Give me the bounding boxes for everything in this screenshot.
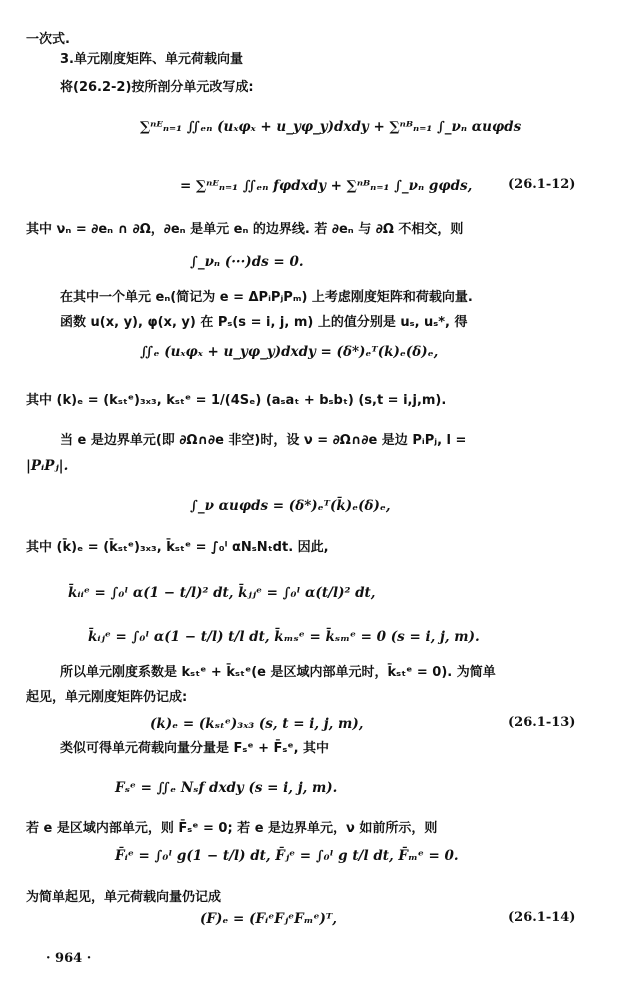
text-line: 起见，单元刚度矩阵仍记成: xyxy=(26,690,188,705)
equation: ∑ⁿᴱₙ₌₁ ∬ₑₙ (uₓφₓ + u_yφ_y)dxdy + ∑ⁿᴮₙ₌₁ ∫_νₙ αuφds xyxy=(140,119,522,135)
text-line: 一次式. xyxy=(26,32,70,47)
equation-number: (26.1-12) xyxy=(508,177,576,192)
text-line: 其中 (k)ₑ = (kₛₜᵉ)₃ₓ₃, kₛₜᵉ = 1/(4Sₑ) (aₛaₜ + bₛbₜ) (s,t = i,j,m). xyxy=(26,393,447,408)
equation: = ∑ⁿᴱₙ₌₁ ∬ₑₙ fφdxdy + ∑ⁿᴮₙ₌₁ ∫_νₙ gφds, xyxy=(180,178,473,194)
equation: k̄ᵢᵢᵉ = ∫₀ˡ α(1 − t/l)² dt, k̄ⱼⱼᵉ = ∫₀ˡ α(t/l)² dt, xyxy=(68,585,376,601)
equation: ∬ₑ (uₓφₓ + u_yφ_y)dxdy = (δ*)ₑᵀ(k)ₑ(δ)ₑ, xyxy=(140,344,439,360)
text-line: 类似可得单元荷载向量分量是 Fₛᵉ + F̄ₛᵉ, 其中 xyxy=(60,741,330,756)
equation-number: (26.1-13) xyxy=(508,715,576,730)
text-line: 为简单起见，单元荷载向量仍记成 xyxy=(26,890,222,905)
equation: (F)ₑ = (FᵢᵉFⱼᵉFₘᵉ)ᵀ, xyxy=(200,911,337,927)
equation: (k)ₑ = (kₛₜᵉ)₃ₓ₃ (s, t = i, j, m), xyxy=(150,716,364,732)
equation: ∫_ν αuφds = (δ*)ₑᵀ(k̄)ₑ(δ)ₑ, xyxy=(190,498,391,514)
equation: F̄ᵢᵉ = ∫₀ˡ g(1 − t/l) dt, F̄ⱼᵉ = ∫₀ˡ g t/l dt, F̄ₘᵉ = 0. xyxy=(115,848,459,864)
text-line: 在其中一个单元 eₙ(简记为 e = ΔPᵢPⱼPₘ) 上考虑刚度矩阵和荷载向量. xyxy=(60,290,473,305)
text-line: |PᵢPⱼ|. xyxy=(26,458,69,474)
text-line: 其中 νₙ = ∂eₙ ∩ ∂Ω，∂eₙ 是单元 eₙ 的边界线. 若 ∂eₙ 与 ∂Ω 不相交，则 xyxy=(26,222,464,237)
equation: ∫_νₙ (···)ds = 0. xyxy=(190,254,304,270)
text-line: 所以单元刚度系数是 kₛₜᵉ + k̄ₛₜᵉ(e 是区域内部单元时，k̄ₛₜᵉ = 0). 为简单 xyxy=(60,665,496,680)
equation: k̄ᵢⱼᵉ = ∫₀ˡ α(1 − t/l) t/l dt, k̄ₘₛᵉ = k̄ₛₘᵉ = 0 (s = i, j, m). xyxy=(88,629,480,645)
text-line: 将(26.2-2)按所剖分单元改写成: xyxy=(60,80,254,95)
equation-number: (26.1-14) xyxy=(508,910,576,925)
text-line: 其中 (k̄)ₑ = (k̄ₛₜᵉ)₃ₓ₃, k̄ₛₜᵉ = ∫₀ˡ αNₛNₜdt. 因此, xyxy=(26,540,329,555)
equation: Fₛᵉ = ∬ₑ Nₛf dxdy (s = i, j, m). xyxy=(115,780,338,796)
page-number: · 964 · xyxy=(46,951,92,966)
text-line: 当 e 是边界单元(即 ∂Ω∩∂e 非空)时，设 ν = ∂Ω∩∂e 是边 PᵢPⱼ, l = xyxy=(60,433,467,448)
text-line: 若 e 是区域内部单元，则 F̄ₛᵉ = 0; 若 e 是边界单元，ν 如前所示，则 xyxy=(26,821,438,836)
section-heading: 3.单元刚度矩阵、单元荷载向量 xyxy=(60,52,243,67)
text-line: 函数 u(x, y), φ(x, y) 在 Pₛ(s = i, j, m) 上的值分别是 uₛ, uₛ*, 得 xyxy=(60,315,468,330)
